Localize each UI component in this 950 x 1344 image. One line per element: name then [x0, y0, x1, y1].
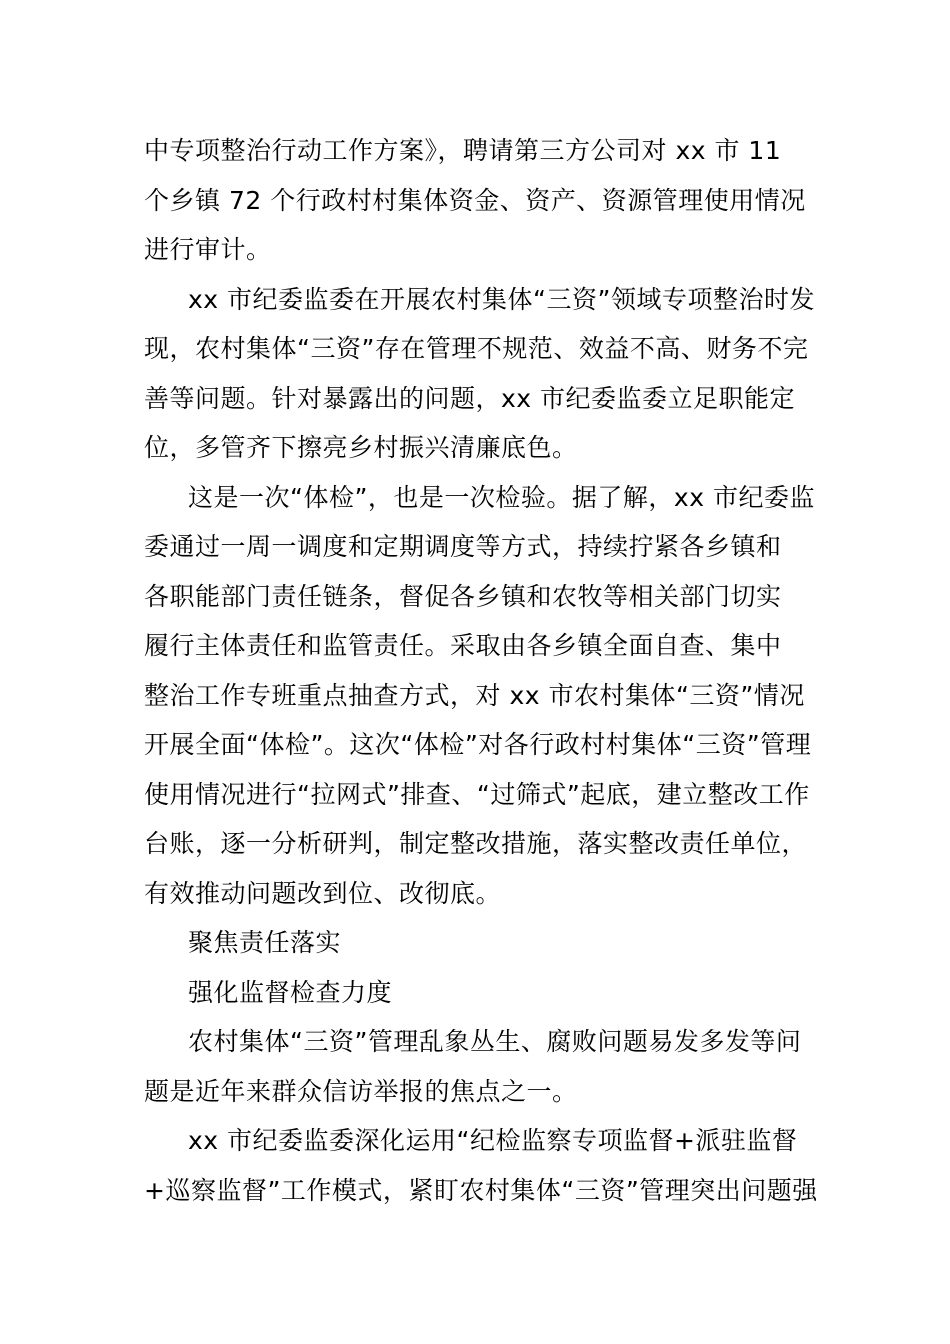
text-line: 进行审计。 [144, 235, 272, 264]
paragraph-supervision-model [144, 1116, 818, 1215]
text-line: 个乡镇 72 个行政村村集体资金、资产、资源管理使用情况 [144, 185, 806, 215]
text-line: 中专项整治行动工作方案》，聘请第三方公司对 xx 市 11 [144, 136, 782, 165]
text-line: 台账，逐一分析研判，制定整改措施，落实整改责任单位， [144, 829, 808, 858]
text-line: 使用情况进行“拉网式”排查、“过筛式”起底，建立整改工作 [144, 779, 810, 809]
text-line: +巡察监督”工作模式，紧盯农村集体“三资”管理突出问题强 [144, 1175, 818, 1205]
text-line: 这是一次“体检”，也是一次检验。据了解，xx 市纪委监 [188, 482, 815, 512]
text-line: 委通过一周一调度和定期调度等方式，持续拧紧各乡镇和 [144, 532, 782, 561]
text-line: 履行主体责任和监管责任。采取由各乡镇全面自查、集中 [144, 631, 782, 660]
text-line: 开展全面“体检”。这次“体检”对各行政村村集体“三资”管理 [144, 730, 812, 759]
text-line: 农村集体“三资”管理乱象丛生、腐败问题易发多发等问 [188, 1027, 802, 1056]
paragraph-audit [144, 126, 808, 275]
heading-line: 强化监督检查力度 [188, 977, 393, 1007]
text-line: 有效推动问题改到位、改彻底。 [144, 878, 502, 908]
paragraph-inspection [144, 473, 815, 919]
paragraph-findings [144, 275, 815, 473]
text-line: 题是近年来群众信访举报的焦点之一。 [144, 1076, 578, 1106]
text-line: 善等问题。针对暴露出的问题，xx 市纪委监委立足职能定 [144, 383, 796, 413]
section-heading-supervision [144, 968, 808, 1018]
section-heading-responsibility [144, 918, 808, 968]
text-line: 整治工作专班重点抽查方式，对 xx 市农村集体“三资”情况 [144, 680, 805, 710]
text-line: 现，农村集体“三资”存在管理不规范、效益不高、财务不完 [144, 334, 809, 363]
text-line: xx 市纪委监委深化运用“纪检监察专项监督+派驻监督 [188, 1126, 798, 1155]
heading-line: 聚焦责任落实 [188, 928, 342, 957]
text-line: 各职能部门责任链条，督促各乡镇和农牧等相关部门切实 [144, 581, 782, 611]
text-line: 位，多管齐下擦亮乡村振兴清廉底色。 [144, 433, 578, 462]
document-body [144, 126, 818, 1215]
paragraph-complaints [144, 1017, 808, 1116]
text-line: xx 市纪委监委在开展农村集体“三资”领域专项整治时发 [188, 284, 815, 314]
